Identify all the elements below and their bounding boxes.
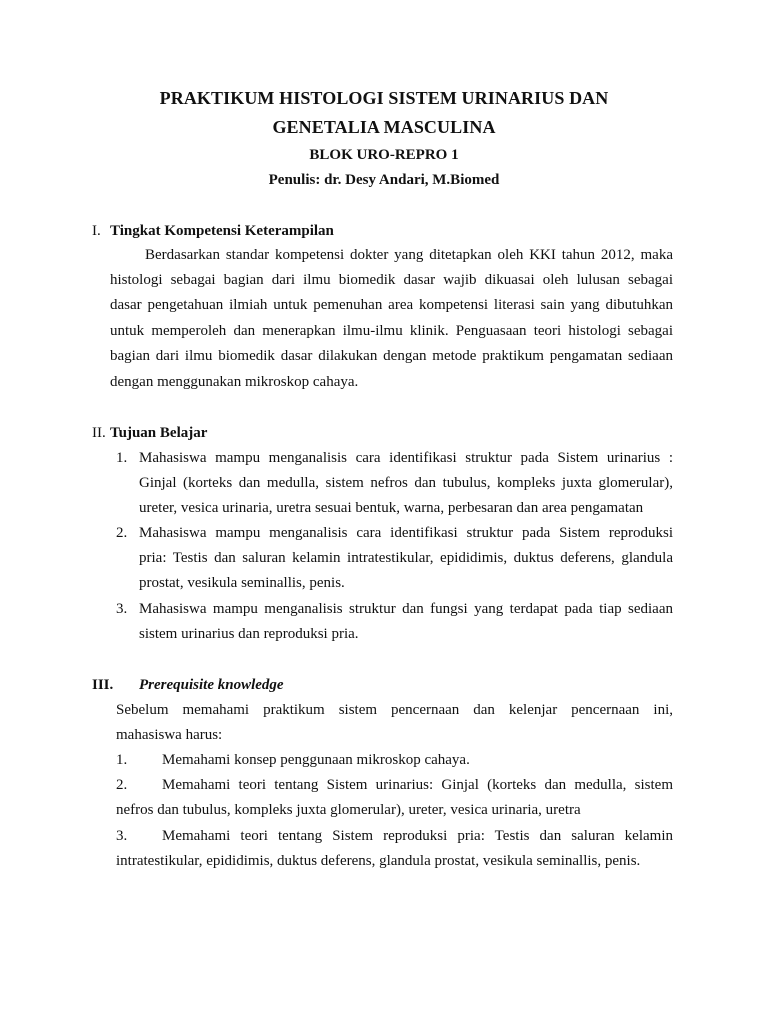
objective-1-line: Mahasiswa mampu menganalisis cara identifikasi struktur pada Sistem urinarius : [139,450,673,466]
objective-2-number: 2. [116,525,128,541]
objective-1-line: Ginjal (korteks dan medulla, sistem nefros dan tubulus, kompleks juxta glomerular), [139,475,673,491]
block-label: BLOK URO-REPRO 1 [309,147,459,163]
prerequisite-2-number: 2. [116,777,128,793]
objective-1-line: ureter, vesica urinaria, uretra sesuai bentuk, warna, perbesaran dan area pengamatan [139,500,644,516]
document-title-line-1: PRAKTIKUM HISTOLOGI SISTEM URINARIUS DAN [159,88,609,108]
objective-3-line: sistem urinarius dan reproduksi pria. [139,626,359,642]
section-1-paragraph-line: dasar pengetahuan ilmiah untuk pemenuhan area kompetensi literasi sain yang dibutuhkan [110,297,673,313]
prerequisite-3-number: 3. [116,828,128,844]
section-1-heading: Tingkat Kompetensi Keterampilan [110,223,334,239]
prerequisite-3-line: intratestikular, epididimis, duktus deferens, glandula prostat, vesikula seminallis, penis. [116,853,641,869]
section-2-heading: Tujuan Belajar [110,425,208,441]
section-1-paragraph-line: untuk memperoleh dan menerapkan ilmu-ilmu klinik. Penguasaan teori histologi sebagai [110,323,673,339]
section-1-paragraph-line: bagian dari ilmu biomedik dasar dilakukan dengan metode praktikum pengamatan sediaan [110,348,673,364]
section-2-number: II. [92,425,106,441]
section-1-paragraph-line: dengan menggunakan mikroskop cahaya. [110,374,359,390]
prerequisite-3-line: Memahami teori tentang Sistem reproduksi pria: Testis dan saluran kelamin [162,828,673,844]
section-3-heading: Prerequisite knowledge [139,677,284,693]
objective-3-number: 3. [116,601,128,617]
prerequisite-intro-line: mahasiswa harus: [116,727,223,743]
author-line: Penulis: dr. Desy Andari, M.Biomed [268,172,500,188]
prerequisite-2-line: nefros dan tubulus, kompleks juxta glomerular), ureter, vesica urinaria, uretra [116,802,581,818]
section-3-number: III. [92,677,114,693]
prerequisite-2-line: Memahami teori tentang Sistem urinarius: Ginjal (korteks dan medulla, sistem [162,777,673,793]
section-1-number: I. [92,223,101,239]
prerequisite-1-line: Memahami konsep penggunaan mikroskop cahaya. [162,752,470,768]
document-title-line-2: GENETALIA MASCULINA [272,117,496,137]
prerequisite-1-number: 1. [116,752,128,768]
section-1-paragraph-line: Berdasarkan standar kompetensi dokter yang ditetapkan oleh KKI tahun 2012, maka [145,247,673,263]
objective-2-line: prostat, vesikula seminallis, penis. [139,575,345,591]
prerequisite-intro-line: Sebelum memahami praktikum sistem pencernaan dan kelenjar pencernaan ini, [116,702,673,718]
section-1-paragraph-line: histologi sebagai bagian dari ilmu biomedik dasar wajib dikuasai oleh lulusan sebagai [110,272,673,288]
objective-2-line: pria: Testis dan saluran kelamin intratestikular, epididimis, duktus deferens, glandula [139,550,673,566]
objective-2-line: Mahasiswa mampu menganalisis cara identifikasi struktur pada Sistem reproduksi [139,525,673,541]
objective-1-number: 1. [116,450,128,466]
objective-3-line: Mahasiswa mampu menganalisis struktur dan fungsi yang terdapat pada tiap sediaan [139,601,673,617]
